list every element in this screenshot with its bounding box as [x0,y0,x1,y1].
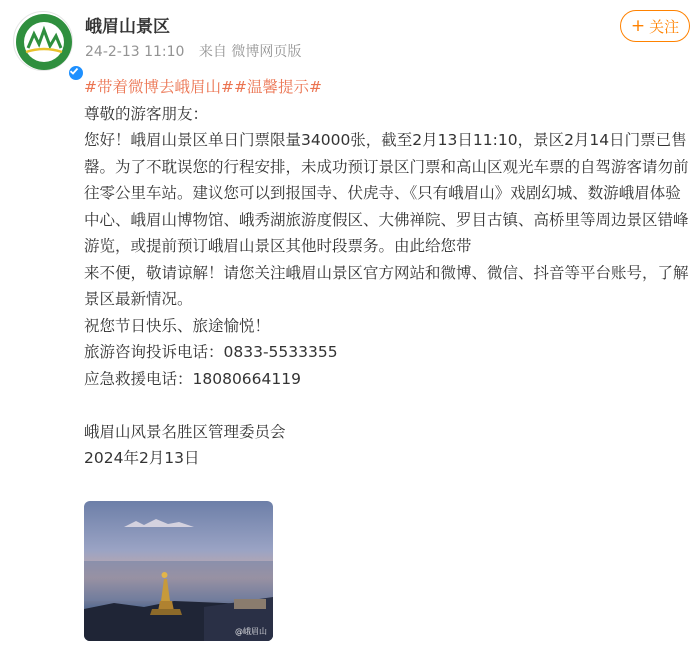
post-sign-date: 2024年2月13日 [84,449,200,467]
emeishan-logo-icon [14,12,74,72]
hashtag-link[interactable]: #温馨提示# [233,78,322,96]
avatar[interactable] [13,11,73,71]
photo-watermark: @峨眉山 [235,627,267,636]
post-line: 尊敬的游客朋友： [84,104,209,123]
hashtag-link[interactable]: #带着微博去峨眉山# [84,78,234,96]
account-name[interactable]: 峨眉山景区 [85,17,170,37]
post-line: 来不便，敬请谅解！请您关注峨眉山景区官方网站和微博、微信、抖音等平台账号，了解景区最新情况。 [84,263,689,308]
verified-badge-icon [67,64,85,82]
post-photo[interactable] [84,501,273,641]
post-content [84,74,696,472]
post-source: 来自 微博网页版 [198,44,302,60]
spacer [84,392,696,419]
plus-icon: + [630,15,646,36]
follow-label: 关注 [649,17,680,36]
post-meta [85,42,301,62]
post-line: 旅游咨询投诉电话：0833-5533355 [84,343,338,361]
post-date[interactable]: 24-2-13 11:10 [85,44,185,60]
hashtag-line [84,74,696,101]
post-line: 应急救援电话：18080664119 [84,369,301,388]
golden-summit-photo [84,501,273,641]
follow-button[interactable] [620,10,690,42]
post-signature: 峨眉山风景名胜区管理委员会 [84,422,286,441]
post-line: 祝您节日快乐、旅途愉悦！ [84,316,271,335]
post-line: 您好！峨眉山景区单日门票限量34000张，截至2月13日11:10，景区2月14日门票已售罄。为了不耽误您的行程安排，未成功预订景区门票和高山区观光车票的自驾游客请勿前往零公里车站。建议您可以到报国寺、伏虎寺、《只有峨眉山》戏剧幻城、数游峨眉体验中心、峨眉山博物馆、峨秀湖旅游度假区、大佛禅院、罗目古镇、高桥里等周边景区错峰游览，或提前预订峨眉山景区其他时段票务。由此给您带 [84,131,689,255]
